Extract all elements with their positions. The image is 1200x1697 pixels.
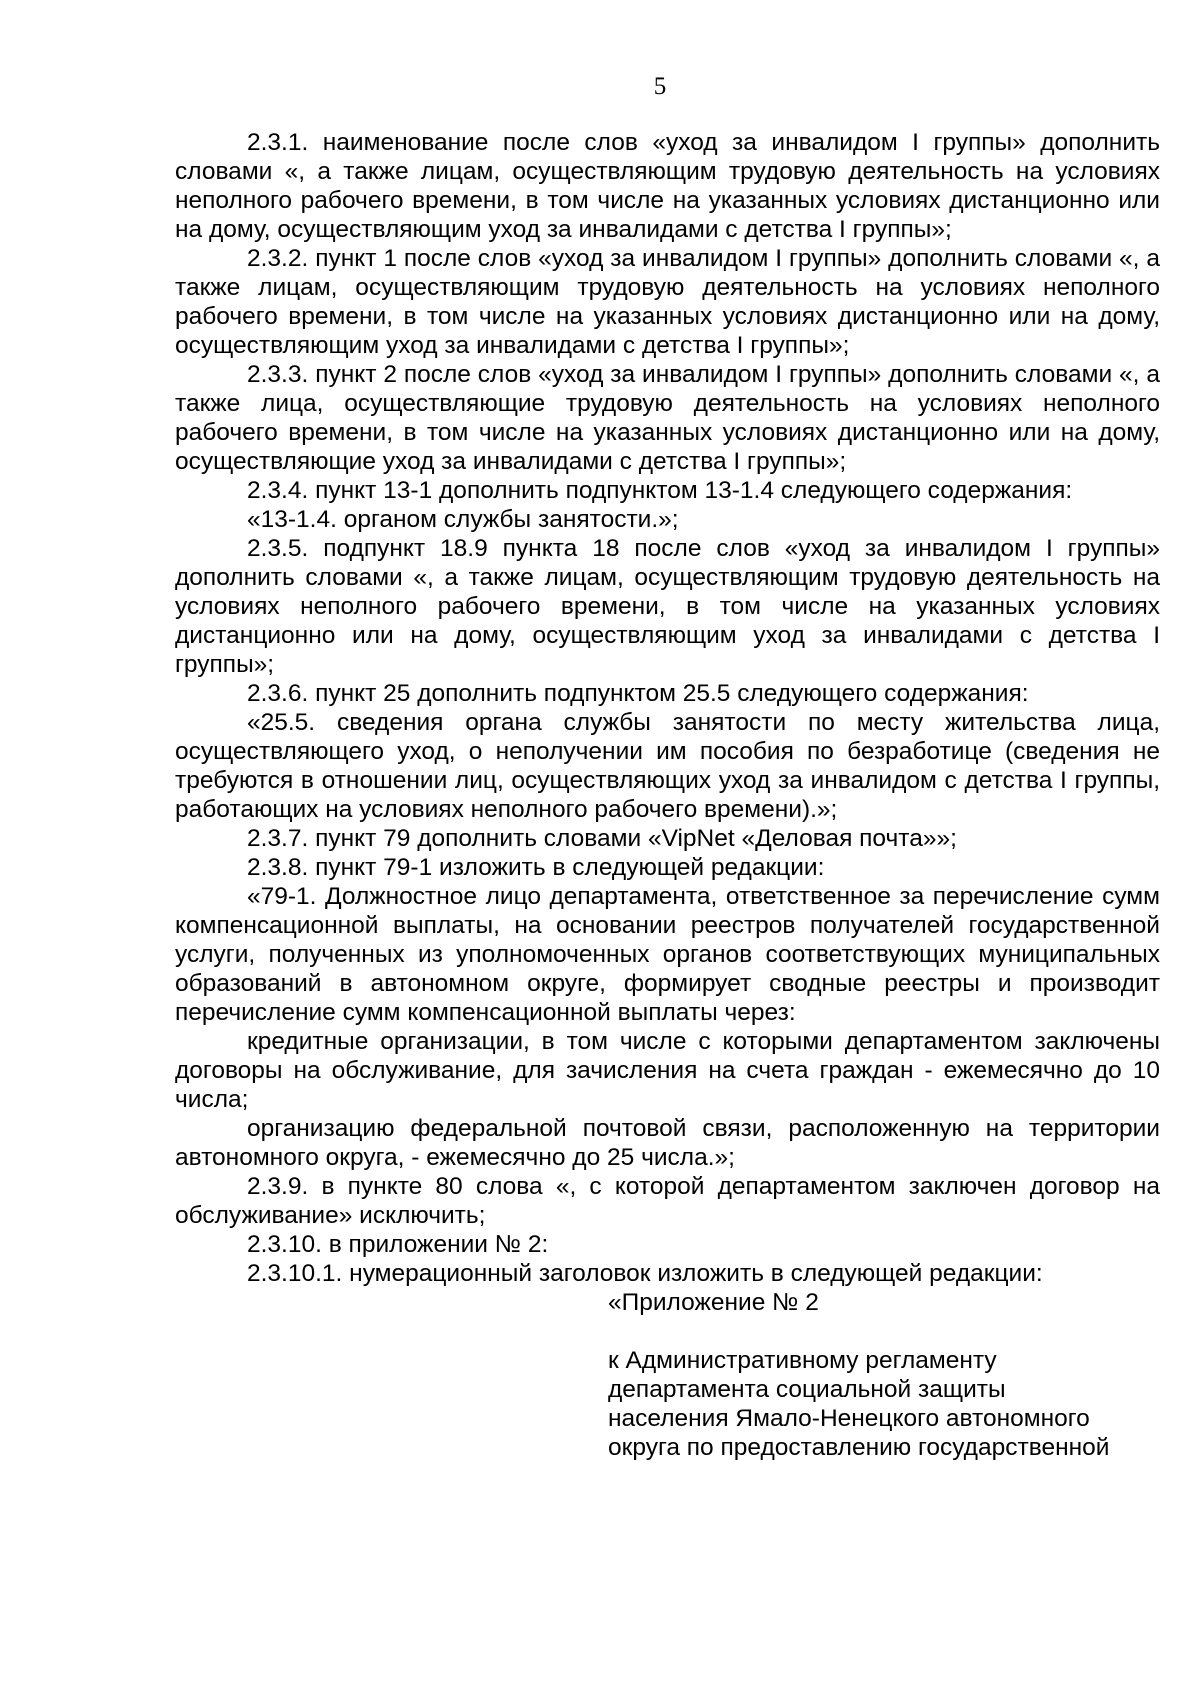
- paragraph-2-3-8: 2.3.8. пункт 79-1 изложить в следующей редакции:: [247, 854, 825, 881]
- paragraph-2-3-6: 2.3.6. пункт 25 дополнить подпунктом 25.5 следующего содержания:: [247, 680, 1029, 707]
- page-number: 5: [653, 73, 667, 100]
- paragraph-2-3-10: 2.3.10. в приложении № 2:: [247, 1231, 549, 1258]
- paragraph-25-5: «25.5. сведения органа службы занятости по месту жительства лица, осуществляющего уход, о неполучении им пособия по безработице (сведения не требуются в отношении лиц, осуществляющих уход за инвалидом с детства I группы, работающих на условиях неполного рабочего времени).»;: [175, 709, 1160, 823]
- paragraph-13-1-4: «13-1.4. органом службы занятости.»;: [247, 506, 679, 533]
- paragraph-79-1: «79-1. Должностное лицо департамента, ответственное за перечисление сумм компенсационной выплаты, на основании реестров получателей государственной услуги, полученных из уполномоченных органов соответствующих муниципальных образований в автономном округе, формирует сводные реестры и производит перечисление сумм компенсационной выплаты через:: [175, 883, 1160, 1026]
- paragraph-postal-organization: организацию федеральной почтовой связи, расположенную на территории автономного округа, - ежемесячно до 25 числа.»;: [175, 1115, 1160, 1171]
- paragraph-2-3-7: 2.3.7. пункт 79 дополнить словами «VipNet «Деловая почта»»;: [247, 825, 957, 852]
- paragraph-2-3-1: 2.3.1. наименование после слов «уход за инвалидом I группы» дополнить словами «, а также лицам, осуществляющим трудовую деятельность на условиях неполного рабочего времени, в том числе на указанных условиях дистанционно или на дому, осуществляющим уход за инвалидами с детства I группы»;: [175, 129, 1160, 243]
- paragraph-2-3-10-1: 2.3.10.1. нумерационный заголовок изложить в следующей редакции:: [247, 1260, 1043, 1287]
- paragraph-2-3-2: 2.3.2. пункт 1 после слов «уход за инвалидом I группы» дополнить словами «, а также лицам, осуществляющим трудовую деятельность на условиях неполного рабочего времени, в том числе на указанных условиях дистанционно или на дому, осуществляющим уход за инвалидами с детства I группы»;: [175, 245, 1160, 359]
- document-body: [175, 128, 1160, 1462]
- paragraph-2-3-3: 2.3.3. пункт 2 после слов «уход за инвалидом I группы» дополнить словами «, а также лица, осуществляющие трудовую деятельность на условиях неполного рабочего времени, в том числе на указанных условиях дистанционно или на дому, осуществляющие уход за инвалидами с детства I группы»;: [175, 361, 1160, 475]
- appendix-heading: «Приложение № 2: [608, 1289, 819, 1316]
- paragraph-2-3-5: 2.3.5. подпункт 18.9 пункта 18 после слов «уход за инвалидом I группы» дополнить словами «, а также лицам, осуществляющим трудовую деятельность на условиях неполного рабочего времени, в том числе на указанных условиях дистанционно или на дому, осуществляющим уход за инвалидами с детства I группы»;: [175, 535, 1160, 678]
- appendix-caption: к Административному регламенту департамента социальной защиты населения Ямало-Ненецкого автономного округа по предоставлению государственной: [608, 1347, 1110, 1461]
- paragraph-credit-organizations: кредитные организации, в том числе с которыми департаментом заключены договоры на обслуживание, для зачисления на счета граждан - ежемесячно до 10 числа;: [175, 1028, 1160, 1113]
- paragraph-2-3-9: 2.3.9. в пункте 80 слова «, с которой департаментом заключен договор на обслуживание» исключить;: [175, 1173, 1160, 1229]
- appendix-spacer: [175, 1317, 1160, 1346]
- paragraph-2-3-4: 2.3.4. пункт 13-1 дополнить подпунктом 13-1.4 следующего содержания:: [247, 477, 1073, 504]
